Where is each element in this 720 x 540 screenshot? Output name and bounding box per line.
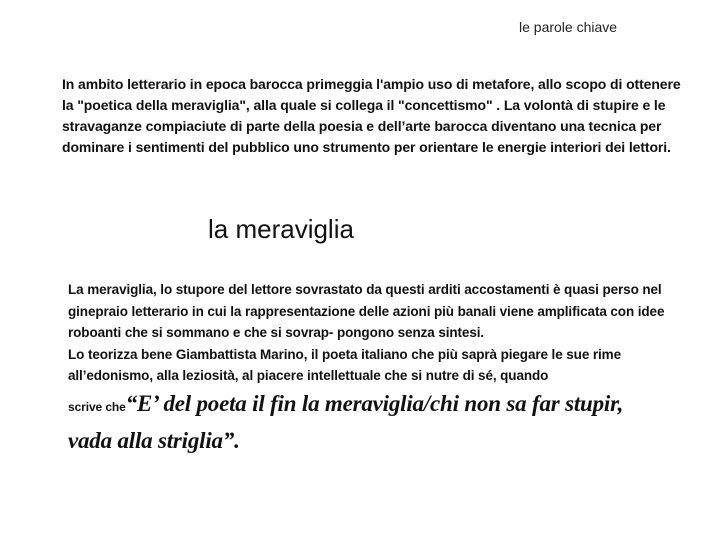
page-header-title: le parole chiave	[519, 19, 618, 35]
quote-lead-in: scrive che	[68, 399, 126, 414]
intro-paragraph: In ambito letterario in epoca barocca primeggia l'ampio uso di metafore, allo scopo di ottenere la "poetica della meraviglia", alla quale si collega il "concettismo" . La volontà di stupire e le stravaganze compiaciute di parte della poesia e dell’arte barocca diventano una tecnica per dominare i sentimenti del pubblico uno strumento per orientare le energie interiori dei lettori.	[62, 76, 681, 155]
marino-quote: “E’ del poeta il fin la meraviglia/chi non sa far stupir, vada alla striglia”.	[68, 390, 624, 453]
paragraph-marino: Lo teorizza bene Giambattista Marino, il poeta italiano che più saprà piegare le sue rime all’edonismo, alla leziosità, al piacere intellettuale che si nutre di sé, quando	[68, 346, 621, 383]
section-heading: la meraviglia	[208, 214, 354, 244]
quote-line	[68, 387, 668, 460]
section-body	[68, 279, 668, 460]
paragraph-meraviglia: La meraviglia, lo stupore del lettore sovrastato da questi arditi accostamenti è quasi perso nel ginepraio letterario in cui la rappresentazione delle azioni più banali viene amplificata con idee roboanti che si sommano e che si sovrap- pongono senza sintesi.	[68, 282, 665, 340]
